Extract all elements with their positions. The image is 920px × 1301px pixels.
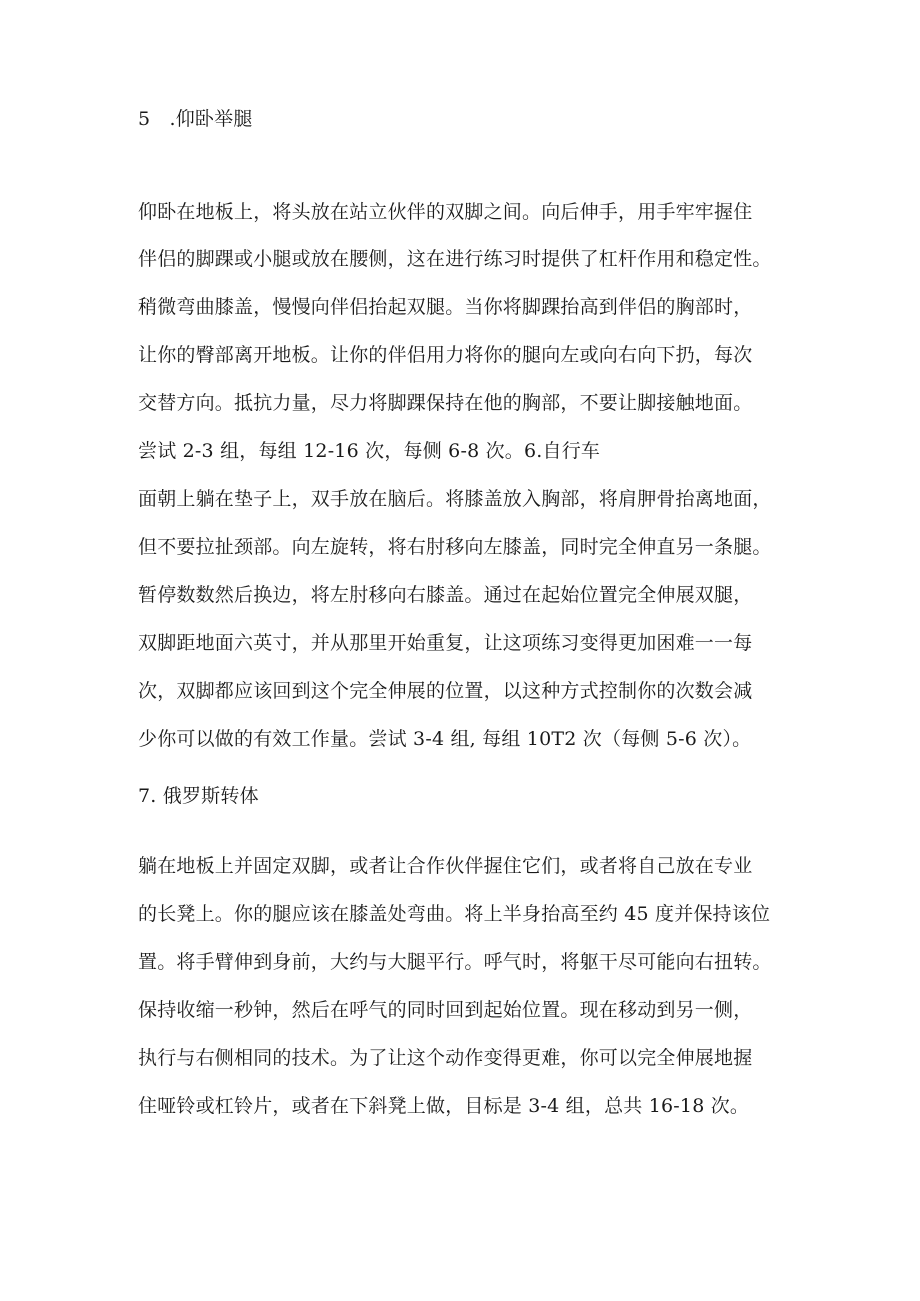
paragraph-line: 暂停数数然后换边，将左肘移向右膝盖。通过在起始位置完全伸展双腿， xyxy=(138,584,753,606)
paragraph-line: 尝试 2-3 组，每组 12-16 次，每侧 6-8 次。6.自行车 xyxy=(138,440,601,462)
paragraph-line: 住哑铃或杠铃片，或者在下斜凳上做，目标是 3-4 组，总共 16-18 次。 xyxy=(138,1095,750,1117)
paragraph-line: 执行与右侧相同的技术。为了让这个动作变得更难，你可以完全伸展地握 xyxy=(138,1047,753,1069)
paragraph-line: 仰卧在地板上，将头放在站立伙伴的双脚之间。向后伸手，用手牢牢握住 xyxy=(138,201,753,223)
section-heading-7: 7. 俄罗斯转体 xyxy=(138,785,259,807)
paragraph-line: 的长凳上。你的腿应该在膝盖处弯曲。将上半身抬高至约 45 度并保持该位 xyxy=(138,903,771,925)
section-heading-5: 5 .仰卧举腿 xyxy=(138,108,253,130)
paragraph-line: 交替方向。抵抗力量，尽力将脚踝保持在他的胸部，不要让脚接触地面。 xyxy=(138,392,753,414)
paragraph-line: 少你可以做的有效工作量。尝试 3-4 组, 每组 10T2 次（每侧 5-6 次）。 xyxy=(138,728,752,750)
paragraph-line: 保持收缩一秒钟，然后在呼气的同时回到起始位置。现在移动到另一侧， xyxy=(138,999,753,1021)
paragraph-line: 面朝上躺在垫子上，双手放在脑后。将膝盖放入胸部，将肩胛骨抬离地面， xyxy=(138,488,772,510)
paragraph-line: 稍微弯曲膝盖，慢慢向伴侣抬起双腿。当你将脚踝抬高到伴侣的胸部时， xyxy=(138,296,753,318)
paragraph-line: 次，双脚都应该回到这个完全伸展的位置，以这种方式控制你的次数会减 xyxy=(138,680,753,702)
paragraph-line: 置。将手臂伸到身前，大约与大腿平行。呼气时，将躯干尽可能向右扭转。 xyxy=(138,951,772,973)
paragraph-line: 双脚距地面六英寸，并从那里开始重复，让这项练习变得更加困难一一每 xyxy=(138,632,753,654)
paragraph-line: 伴侣的脚踝或小腿或放在腰侧，这在进行练习时提供了杠杆作用和稳定性。 xyxy=(138,248,772,270)
paragraph-line: 躺在地板上并固定双脚，或者让合作伙伴握住它们，或者将自己放在专业 xyxy=(138,855,753,877)
paragraph-line: 但不要拉扯颈部。向左旋转，将右肘移向左膝盖，同时完全伸直另一条腿。 xyxy=(138,536,772,558)
paragraph-line: 让你的臀部离开地板。让你的伴侣用力将你的腿向左或向右向下扔，每次 xyxy=(138,344,753,366)
